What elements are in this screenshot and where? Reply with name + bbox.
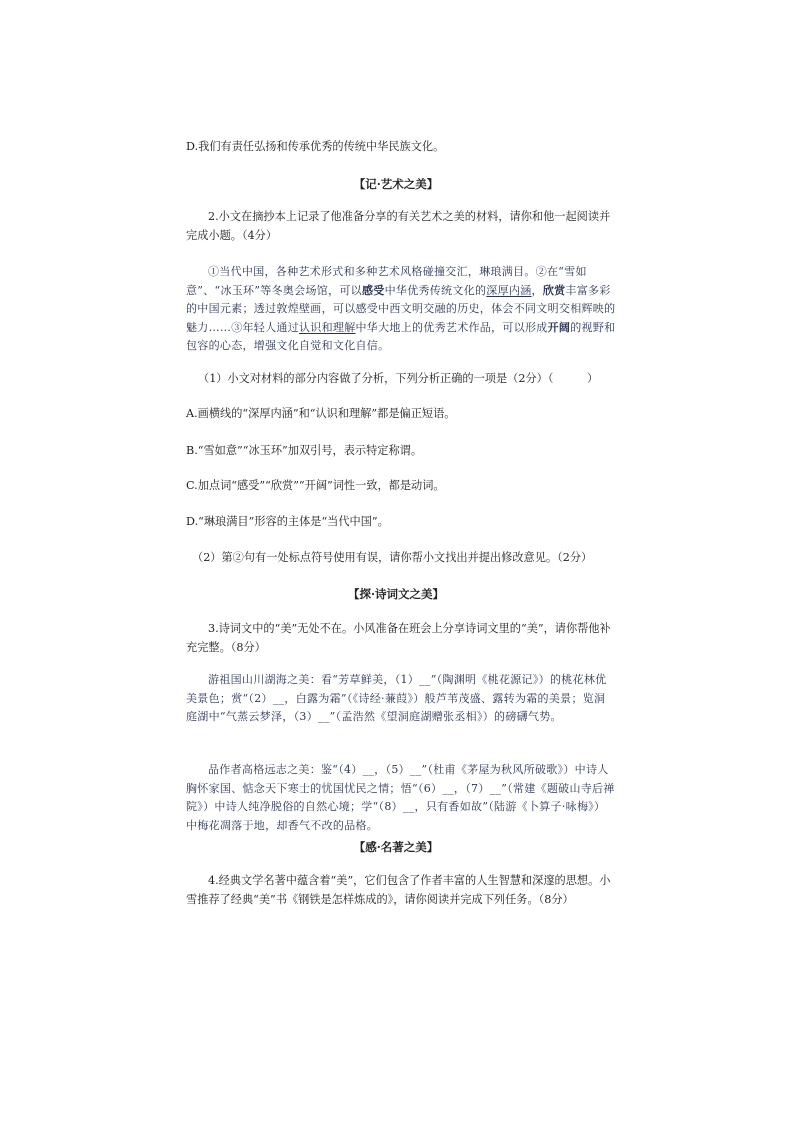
question-3-intro <box>186 619 616 657</box>
question-3-text: 3.诗词文中的“美”无处不在。小风准备在班会上分享诗词文里的“美”，请你帮他补充完整。（8分） <box>186 622 611 654</box>
option-a: A.画横线的“深厚内涵”和“认识和理解”都是偏正短语。 <box>186 407 456 420</box>
question-4-intro <box>186 871 616 909</box>
poetry-text-1: 游祖国山川湖海之美：看“芳草鲜美，（1）__”（陶渊明《桃花源记》）的桃花林优美景色；赏“（2）__，白露为霜”（《诗经·蒹葭》）般芦苇茂盛、露转为霜的美景；览洞庭湖中“气蒸云梦泽，（3）__”（孟浩然《望洞庭湖赠张丞相》）的磅礴气势。 <box>186 673 607 723</box>
sub-question-1: （1）小文对材料的部分内容做了分析，下列分析正确的一项是（2分）（ ） <box>198 372 599 385</box>
underlined-word-shenhou: 深厚内涵 <box>486 283 532 297</box>
option-c: C.加点词“感受”“欣赏”“开阔”词性一致，都是动词。 <box>186 479 445 492</box>
dotted-word-xinshang: 欣赏 <box>542 283 566 297</box>
material-excerpt <box>186 263 616 356</box>
material-text-4: 丰富多彩的中国元素；透过敦煌壁画，可以感受中西文明交融的历史，体会不同文明交相辉映的魅力……③年轻人通过 <box>186 283 616 334</box>
dotted-word-kaikuo: 开阔 <box>547 320 571 334</box>
underlined-word-renshi: 认识和理解 <box>299 320 356 334</box>
poetry-paragraph-2 <box>186 761 616 835</box>
section-heading-classics: 【感·名著之美】 <box>353 840 439 854</box>
section-heading-poetry: 【探·诗词文之美】 <box>347 587 444 601</box>
option-d: D.“琳琅满目”形容的主体是“当代中国”。 <box>186 515 389 528</box>
dotted-word-ganshou: 感受 <box>361 283 385 297</box>
section-heading-art: 【记·艺术之美】 <box>353 177 439 191</box>
option-d-continued: D.我们有责任弘扬和传承优秀的传统中华民族文化。 <box>186 140 445 153</box>
material-text-5: 中华大地上的优秀艺术作品，可以形成 <box>355 320 548 334</box>
material-text-6: 的视野和包容的心态，增强文化自觉和文化自信。 <box>186 320 616 352</box>
option-b: B.“雪如意”“冰玉环”加双引号，表示特定称谓。 <box>186 444 423 457</box>
question-4-text: 4.经典文学名著中蕴含着“美”，它们包含了作者丰富的人生智慧和深邃的思想。小雪推荐了经典“美”书《钢铁是怎样炼成的》，请你阅读并完成下列任务。（8分） <box>186 874 611 906</box>
material-text-3: ， <box>531 283 543 297</box>
question-2-intro <box>186 207 616 245</box>
poetry-paragraph-1 <box>186 671 616 727</box>
question-2-text: 2.小文在摘抄本上记录了他准备分享的有关艺术之美的材料，请你和他一起阅读并完成小题。（4分） <box>186 210 611 242</box>
material-text-1: ①当代中国，各种艺术形式和多种艺术风格碰撞交汇，琳琅满目。②在“雪如意”、“冰玉环”等冬奥会场馆，可以 <box>186 265 587 297</box>
material-text-2: 中华优秀传统文化的 <box>384 283 487 297</box>
poetry-text-2: 品作者高格远志之美：鉴“（4）__，（5）__”（杜甫《茅屋为秋风所破歌》）中诗人胸怀家国、惦念天下寒士的忧国忧民之情；悟“（6）__，（7）__”（常建《题破山寺后禅院》）中诗人纯净脱俗的自然心境；学“（8）__，只有香如故”（陆游《卜算子·咏梅》）中梅花凋落于地，却香气不改的品格。 <box>186 763 615 832</box>
sub-question-2: （2）第②句有一处标点符号使用有误，请你帮小文找出并提出修改意见。（2分） <box>192 551 593 564</box>
